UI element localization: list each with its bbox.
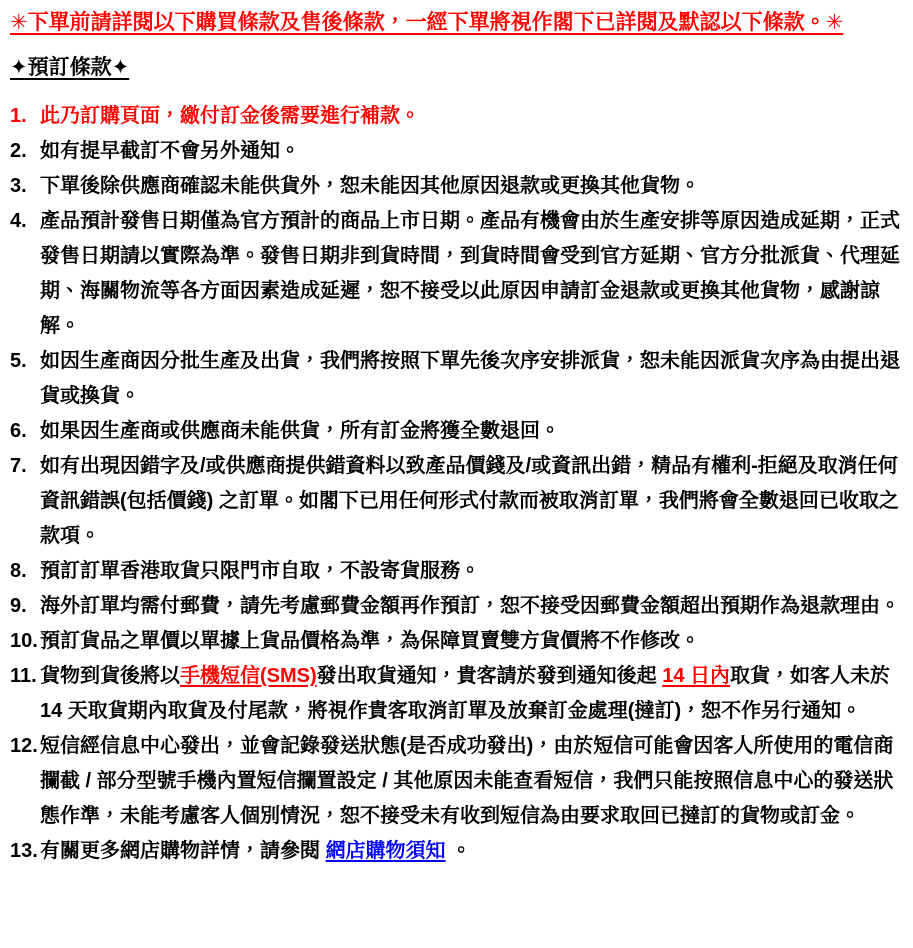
term-number: 1. bbox=[10, 105, 27, 127]
term-text bbox=[40, 560, 480, 582]
term-text-segment: 如有提早截訂不會另外通知。 bbox=[40, 140, 300, 162]
terms-list bbox=[10, 99, 903, 869]
pickup-deadline-highlight: 14 日內 bbox=[662, 665, 731, 687]
term-text-segment: 產品預計發售日期僅為官方預計的商品上市日期。產品有機會由於生產安排等原因造成延期，正式發售日期請以實際為準。發售日期非到貨時間，到貨時間會受到官方延期、官方分批派貨、代理延期、海關物流等各方面因素造成延遲，恕不接受以此原因申請訂金退款或更換其他貨物，感謝諒解。 bbox=[40, 210, 900, 337]
term-item-4 bbox=[10, 204, 903, 344]
term-number: 7. bbox=[10, 455, 27, 477]
term-text-segment: 如因生產商因分批生產及出貨，我們將按照下單先後次序安排派貨，恕未能因派貨次序為由提出退貨或換貨。 bbox=[40, 350, 900, 407]
term-number: 3. bbox=[10, 175, 27, 197]
term-number: 12. bbox=[10, 735, 38, 757]
term-text bbox=[40, 105, 420, 127]
term-item-6 bbox=[10, 414, 903, 449]
term-item-7 bbox=[10, 449, 903, 554]
term-text-segment: 海外訂單均需付郵費，請先考慮郵費金額再作預訂，恕不接受因郵費金額超出預期作為退款理由。 bbox=[40, 595, 900, 617]
term-item-11 bbox=[10, 659, 903, 729]
term-text bbox=[40, 210, 900, 337]
term-text-segment: 取貨，如客人未於 14 天取貨期內取貨及付尾款，將視作貴客取消訂單及放棄訂金處理(撻訂)，恕不作另行通知。 bbox=[40, 665, 891, 722]
term-text bbox=[40, 665, 890, 722]
term-item-10 bbox=[10, 624, 903, 659]
term-text-segment: 預訂貨品之單價以單據上貨品價格為準，為保障買賣雙方貨價將不作修改。 bbox=[40, 630, 700, 652]
term-text bbox=[40, 735, 893, 827]
pre-purchase-warning-notice: ✳下單前請詳閱以下購買條款及售後條款，一經下單將視作閣下已詳閱及默認以下條款。✳ bbox=[10, 11, 844, 34]
term-item-8 bbox=[10, 554, 903, 589]
term-text bbox=[40, 350, 900, 407]
term-item-12 bbox=[10, 729, 903, 834]
term-text-segment: 此乃訂購頁面，繳付訂金後需要進行補款。 bbox=[40, 105, 420, 127]
term-text-segment: 預訂訂單香港取貨只限門市自取，不設寄貨服務。 bbox=[40, 560, 480, 582]
term-text bbox=[40, 840, 471, 862]
term-text bbox=[40, 140, 300, 162]
term-number: 8. bbox=[10, 560, 27, 582]
term-text bbox=[40, 630, 700, 652]
term-number: 13. bbox=[10, 840, 38, 862]
term-item-13 bbox=[10, 834, 903, 869]
term-text bbox=[40, 420, 560, 442]
term-number: 9. bbox=[10, 595, 27, 617]
term-text bbox=[40, 175, 700, 197]
term-text-segment: 發出取貨通知，貴客請於發到通知後起 bbox=[316, 665, 663, 687]
section-title-preorder-terms: ✦預訂條款✦ bbox=[10, 56, 130, 79]
term-text-segment: 有關更多網店購物詳情，請參閱 bbox=[40, 840, 326, 862]
term-item-5 bbox=[10, 344, 903, 414]
term-text-segment: 。 bbox=[445, 840, 472, 862]
sms-pickup-notice-highlight: 手機短信(SMS) bbox=[180, 665, 317, 687]
term-text bbox=[40, 455, 899, 547]
term-item-2 bbox=[10, 134, 903, 169]
term-number: 11. bbox=[10, 665, 37, 687]
term-number: 4. bbox=[10, 210, 27, 232]
term-text-segment: 下單後除供應商確認未能供貨外，恕未能因其他原因退款或更換其他貨物。 bbox=[40, 175, 700, 197]
term-text-segment: 如果因生產商或供應商未能供貨，所有訂金將獲全數退回。 bbox=[40, 420, 560, 442]
term-number: 2. bbox=[10, 140, 27, 162]
store-shopping-guide-link[interactable]: 網店購物須知 bbox=[325, 840, 446, 862]
term-text-segment: 如有出現因錯字及/或供應商提供錯資料以致產品價錢及/或資訊出錯，精品有權利-拒絕及取消任何資訊錯誤(包括價錢) 之訂單。如閣下已用任何形式付款而被取消訂單，我們將會全數退回已收取之款項。 bbox=[40, 455, 899, 547]
term-text-segment: 短信經信息中心發出，並會記錄發送狀態(是否成功發出)，由於短信可能會因客人所使用的電信商攔截 / 部分型號手機內置短信攔置設定 / 其他原因未能查看短信，我們只能按照信息中心的發送狀態作準，未能考慮客人個別情況，恕不接受未有收到短信為由要求取回已撻訂的貨物或訂金。 bbox=[40, 735, 894, 827]
term-item-3 bbox=[10, 169, 903, 204]
term-number: 6. bbox=[10, 420, 27, 442]
term-item-9 bbox=[10, 589, 903, 624]
term-number: 5. bbox=[10, 350, 27, 372]
term-text bbox=[40, 595, 900, 617]
term-number: 10. bbox=[10, 630, 38, 652]
term-text-segment: 貨物到貨後將以 bbox=[40, 665, 180, 687]
term-item-1 bbox=[10, 99, 903, 134]
